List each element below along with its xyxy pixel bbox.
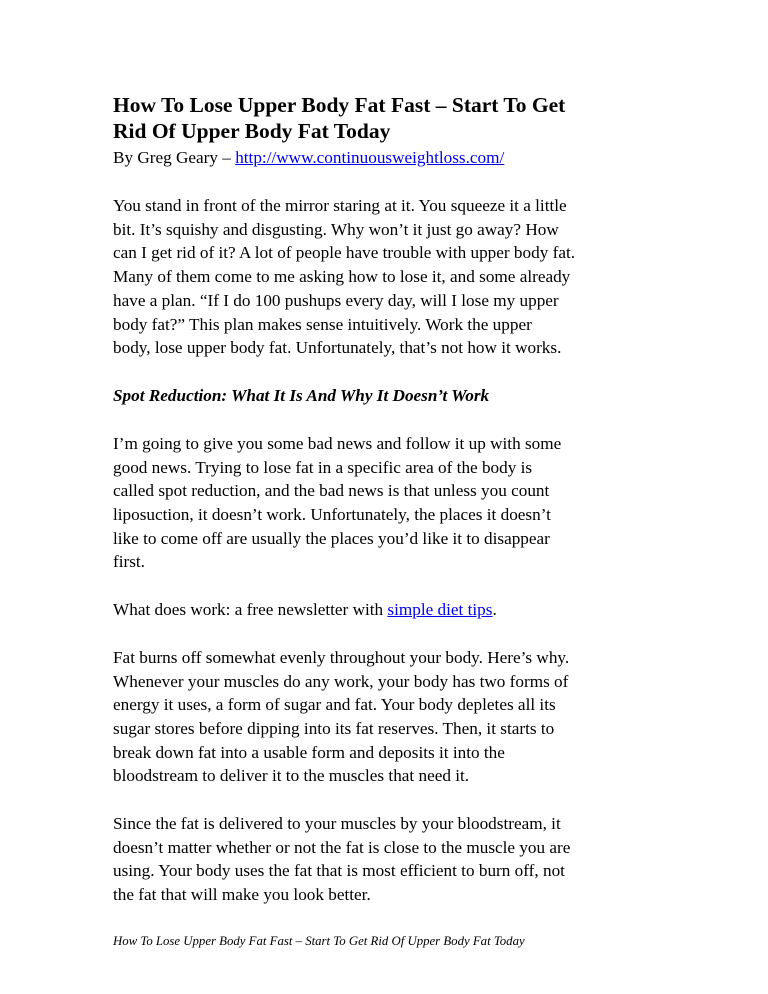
newsletter-text-end: .	[492, 600, 497, 620]
paragraph-line: like to come off are usually the places you’d like it to disappear	[113, 528, 550, 548]
spacer	[113, 360, 658, 384]
paragraph-line: Whenever your muscles do any work, your body has two forms of	[113, 671, 569, 691]
paragraph-line: good news. Trying to lose fat in a specific area of the body is	[113, 457, 533, 477]
spacer	[113, 622, 658, 646]
paragraph-line: Fat burns off somewhat evenly throughout your body. Here’s why.	[113, 647, 570, 667]
bloodstream-paragraph	[113, 812, 658, 907]
byline	[113, 146, 658, 170]
document-page	[113, 92, 658, 907]
paragraph-line: bloodstream to deliver it to the muscles that need it.	[113, 766, 470, 786]
paragraph-line: first.	[113, 552, 145, 572]
website-link[interactable]: http://www.continuousweightloss.com/	[235, 148, 505, 167]
section-subheading: Spot Reduction: What It Is And Why It Doesn’t Work	[113, 385, 490, 405]
paragraph-line: liposuction, it doesn’t work. Unfortunately, the places it doesn’t	[113, 505, 551, 525]
paragraph-line: called spot reduction, and the bad news is that unless you count	[113, 481, 550, 501]
paragraph-line: body fat?” This plan makes sense intuitively. Work the upper	[113, 314, 532, 334]
paragraph-line: Many of them come to me asking how to lose it, and some already	[113, 267, 571, 287]
paragraph-line: energy it uses, a form of sugar and fat. Your body depletes all its	[113, 695, 556, 715]
paragraph-line: bit. It’s squishy and disgusting. Why won’t it just go away? How	[113, 219, 559, 239]
paragraph-line: You stand in front of the mirror staring at it. You squeeze it a little	[113, 196, 567, 215]
paragraph-line: using. Your body uses the fat that is most efficient to burn off, not	[113, 861, 565, 881]
title-line: How To Lose Upper Body Fat Fast – Start To Get	[113, 93, 566, 117]
spot-reduction-paragraph	[113, 432, 658, 574]
paragraph-line: body, lose upper body fat. Unfortunately, that’s not how it works.	[113, 338, 562, 358]
byline-author: By Greg Geary –	[113, 148, 236, 167]
newsletter-paragraph	[113, 598, 658, 622]
title-line: Rid Of Upper Body Fat Today	[113, 119, 391, 143]
newsletter-text: What does work: a free newsletter with	[113, 600, 388, 620]
paragraph-line: have a plan. “If I do 100 pushups every day, will I lose my upper	[113, 290, 559, 310]
spacer	[113, 170, 658, 194]
newsletter-link[interactable]: simple diet tips	[387, 600, 493, 620]
paragraph-line: doesn’t matter whether or not the fat is close to the muscle you are	[113, 837, 571, 857]
paragraph-line: Since the fat is delivered to your muscles by your bloodstream, it	[113, 814, 561, 834]
fat-burn-paragraph	[113, 646, 658, 788]
document-title	[113, 92, 658, 144]
paragraph-line: can I get rid of it? A lot of people have trouble with upper body fat.	[113, 243, 576, 263]
paragraph-line: sugar stores before dipping into its fat reserves. Then, it starts to	[113, 718, 555, 738]
paragraph-line: the fat that will make you look better.	[113, 885, 371, 905]
spacer	[113, 574, 658, 598]
paragraph-line: I’m going to give you some bad news and follow it up with some	[113, 433, 562, 453]
intro-paragraph	[113, 194, 658, 360]
spacer	[113, 788, 658, 812]
page-footer: How To Lose Upper Body Fat Fast – Start To Get Rid Of Upper Body Fat Today	[113, 934, 525, 948]
paragraph-line: break down fat into a usable form and deposits it into the	[113, 742, 505, 762]
spacer	[113, 408, 658, 432]
